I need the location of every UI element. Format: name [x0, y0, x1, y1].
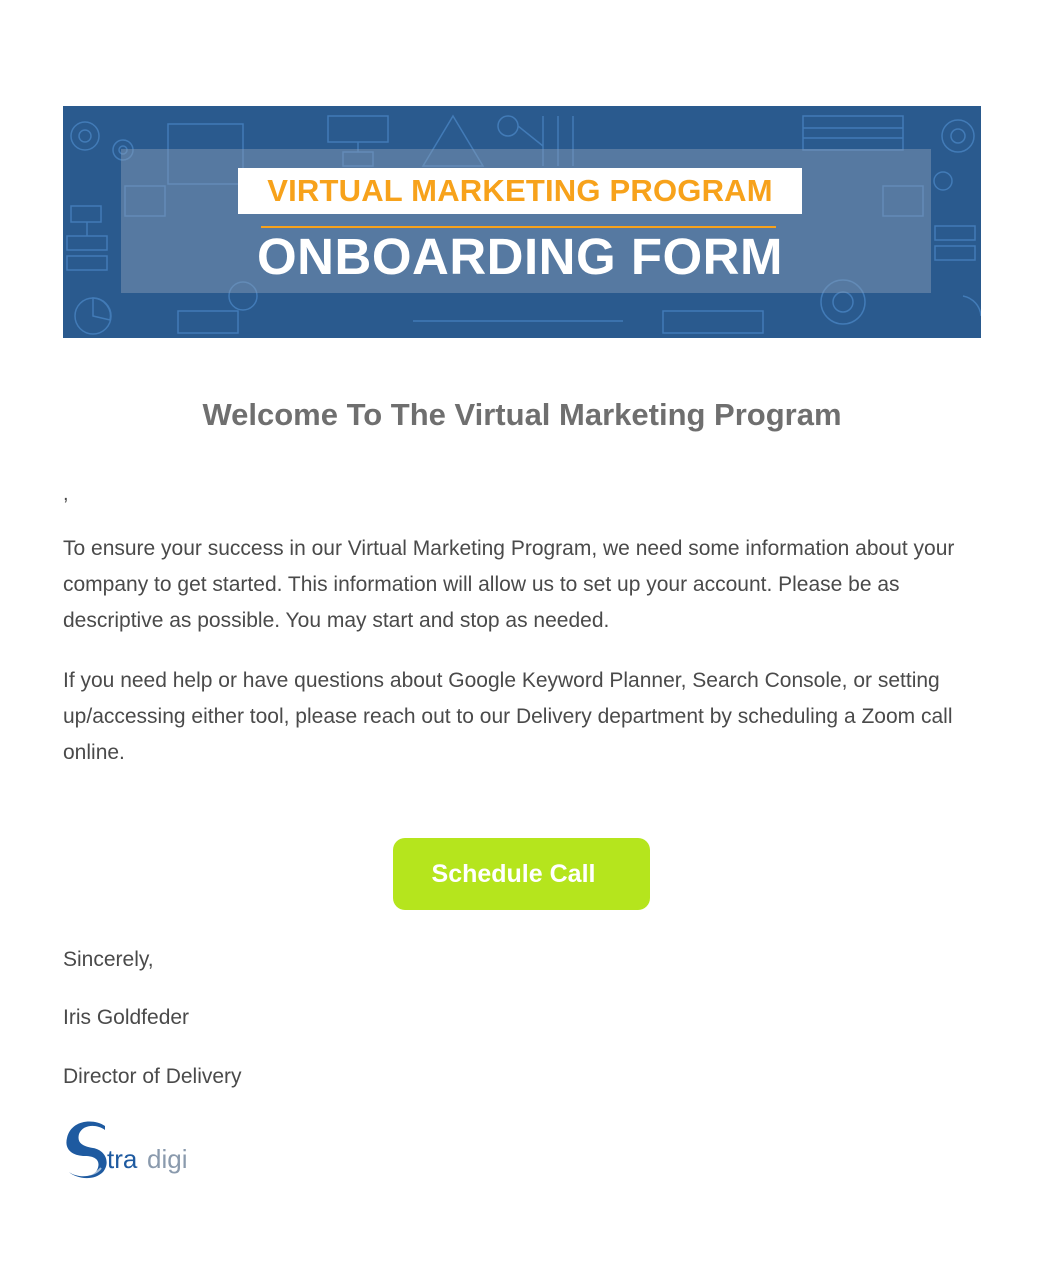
stradigi-logo: [63, 1116, 195, 1182]
onboarding-banner: [63, 106, 981, 338]
signature-title: Director of Delivery: [63, 1065, 242, 1088]
email-body: [63, 0, 981, 1285]
banner-subtitle: VIRTUAL MARKETING PROGRAM: [267, 173, 773, 208]
banner-title: ONBOARDING FORM: [257, 228, 783, 285]
signature-closing: Sincerely,: [63, 948, 154, 971]
banner-subtitle-box: [238, 168, 802, 214]
welcome-heading: Welcome To The Virtual Marketing Program: [202, 397, 842, 432]
schedule-call-button[interactable]: Schedule Call: [393, 838, 650, 910]
greeting-text: ,: [63, 483, 69, 505]
logo-wordmark-part1: tra: [107, 1144, 138, 1174]
logo-wordmark-part2: digi: [147, 1144, 188, 1174]
signature-name: Iris Goldfeder: [63, 1006, 190, 1029]
help-paragraph: If you need help or have questions about Google Keyword Planner, Search Console, or setting up/accessing either tool, please reach out to our Delivery department by scheduling a Zoom call online.: [63, 669, 953, 764]
intro-paragraph: To ensure your success in our Virtual Marketing Program, we need some information about your company to get started. This information will allow us to set up your account. Please be as descriptive as possible. You may start and stop as needed.: [63, 537, 955, 632]
